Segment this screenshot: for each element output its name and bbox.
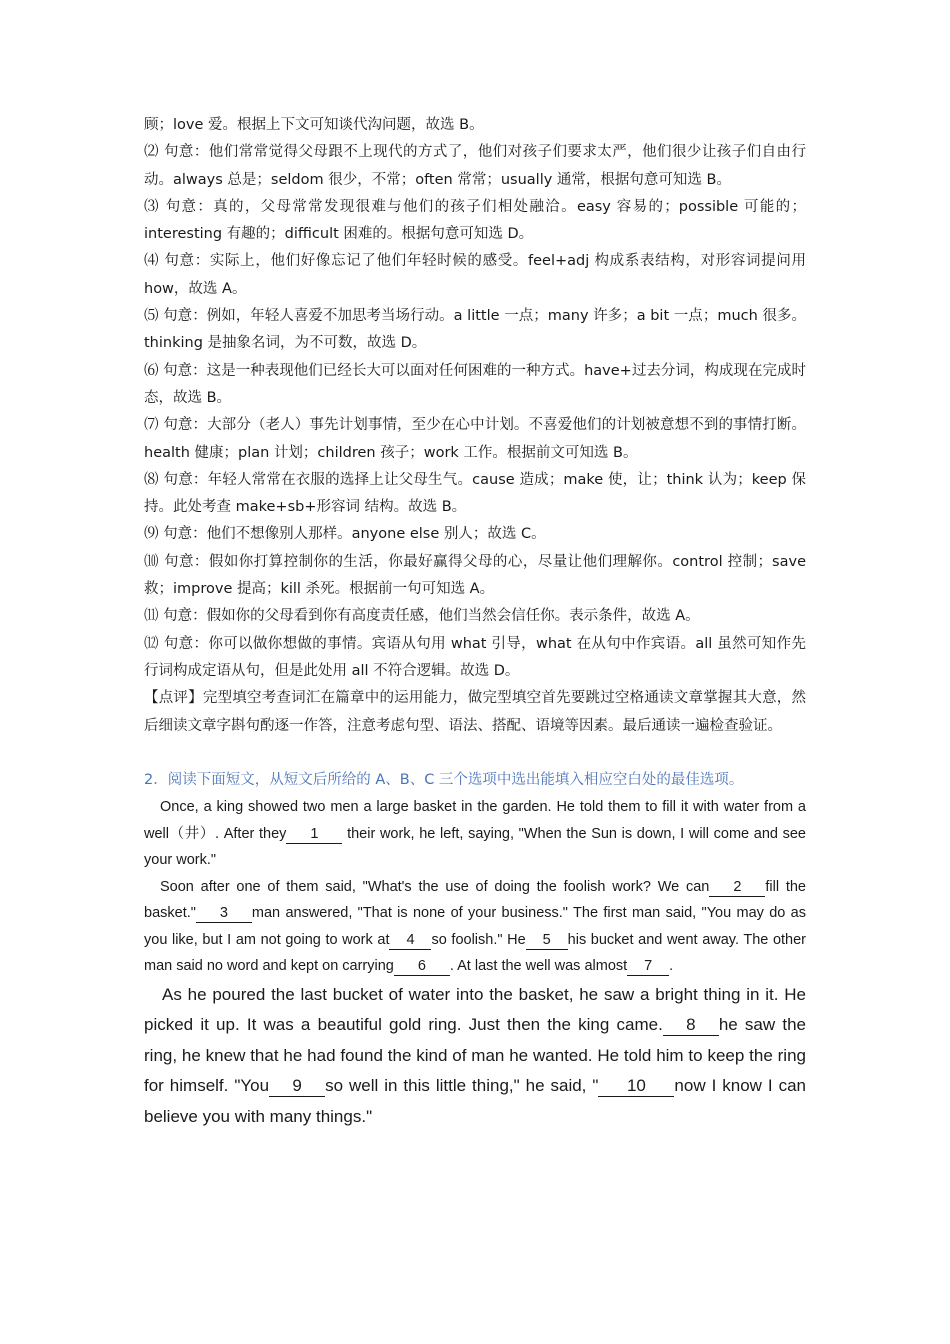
comment-paragraph: 【点评】完型填空考查词汇在篇章中的运用能力，做完型填空首先要跳过空格通读文章掌握其大意，然后细读文章字斟句酌逐一作答，注意考虑句型、语法、搭配、语境等因素。最后通读一遍检查验证。 xyxy=(144,690,806,734)
analysis-item-7: ⑺ 句意：大部分（老人）事先计划事情，至少在心中计划。不喜爱他们的计划被意想不到的事情打断。health 健康；plan 计划；children 孩子；work 工作。根据前文可知选 B。 xyxy=(144,417,806,461)
blank-5: 5 xyxy=(526,933,568,950)
paragraph-gap xyxy=(144,740,806,767)
passage-text: . At last the well was almost xyxy=(449,958,628,975)
passage-paragraph-1 xyxy=(144,794,806,874)
analysis-item-4: ⑷ 句意：实际上，他们好像忘记了他们年轻时候的感受。feel+adj 构成系表结构，对形容词提问用 how，故选 A。 xyxy=(144,253,806,297)
passage-paragraph-2 xyxy=(144,874,806,980)
question-2-prompt: 2．阅读下面短文，从短文后所给的 A、B、C 三个选项中选出能填入相应空白处的最佳选项。 xyxy=(144,771,744,788)
passage-text: so foolish." He xyxy=(431,931,526,948)
passage-text: his bucket and went away. The other man said no word and kept on carrying xyxy=(144,931,807,975)
passage-text: so well in this little thing," he said, " xyxy=(325,1076,599,1096)
blank-7: 7 xyxy=(627,959,669,976)
analysis-item-10: ⑽ 句意：假如你打算控制你的生活，你最好赢得父母的心，尽量让他们理解你。control 控制；save 救；improve 提高；kill 杀死。根据前一句可知选 A。 xyxy=(144,553,806,598)
blank-1: 1 xyxy=(286,827,342,844)
passage-text: their work, he left, saying, "When the Sun is down, I will come and see your work." xyxy=(144,825,806,869)
passage-text: . xyxy=(669,958,674,975)
passage-text: now I know I can believe you with many things." xyxy=(144,1076,807,1126)
passage-text: he saw the ring, he knew that he had found the kind of man he wanted. He told him to keep the ring for himself. "You xyxy=(144,1015,806,1096)
blank-6: 6 xyxy=(394,959,450,976)
analysis-item-9: ⑼ 句意：他们不想像别人那样。anyone else 别人；故选 C。 xyxy=(144,526,546,543)
blank-8: 8 xyxy=(663,1016,719,1036)
blank-2: 2 xyxy=(709,880,765,897)
analysis-line-1: 顾；love 爱。根据上下文可知谈代沟问题，故选 B。 xyxy=(144,117,484,133)
analysis-item-11: ⑾ 句意：假如你的父母看到你有高度责任感，他们当然会信任你。表示条件，故选 A。 xyxy=(144,608,700,625)
analysis-item-6: ⑹ 句意：这是一种表现他们已经长大可以面对任何困难的一种方式。have+过去分词，构成现在完成时态，故选 B。 xyxy=(144,362,806,406)
blank-9: 9 xyxy=(269,1077,325,1097)
passage-text: man answered, "That is none of your business." The first man said, "You may do as you like, but I am not going to work at xyxy=(144,905,806,948)
analysis-item-12: ⑿ 句意：你可以做你想做的事情。宾语从句用 what 引导，what 在从句中作宾语。all 虽然可知作先行词构成定语从句，但是此处用 all 不符合逻辑。故选 D。 xyxy=(144,635,806,679)
analysis-item-2: ⑵ 句意：他们常常觉得父母跟不上现代的方式了，他们对孩子们要求太严，他们很少让孩子们自由行动。always 总是；seldom 很少，不常；often 常常；usually 通常，根据句意可知选 B。 xyxy=(144,144,806,188)
analysis-item-3: ⑶ 句意：真的，父母常常发现很难与他们的孩子们相处融洽。easy 容易的；possible 可能的；interesting 有趣的；difficult 困难的。根据句意可知选 D。 xyxy=(144,198,806,243)
passage-paragraph-3 xyxy=(144,980,806,1133)
blank-3: 3 xyxy=(196,906,252,923)
document-page xyxy=(144,112,806,1132)
blank-10: 10 xyxy=(598,1077,674,1097)
passage-text: Once, a king showed two men a large basket in the garden. He told them to fill it with water from a well（井）. After they xyxy=(144,799,806,842)
passage-text: fill the basket." xyxy=(144,878,806,922)
passage-text: Soon after one of them said, "What's the use of doing the foolish work? We can xyxy=(160,878,710,895)
analysis-item-8: ⑻ 句意：年轻人常常在衣服的选择上让父母生气。cause 造成；make 使，让；think 认为；keep 保持。此处考查 make+sb+形容词 结构。故选 B。 xyxy=(144,471,806,516)
blank-4: 4 xyxy=(389,933,431,950)
passage-text: As he poured the last bucket of water into the basket, he saw a bright thing in it. He picked it up. It was a beautiful gold ring. Just then the king came. xyxy=(144,984,806,1035)
analysis-item-5: ⑸ 句意：例如，年轻人喜爱不加思考当场行动。a little 一点；many 许多；a bit 一点；much 很多。thinking 是抽象名词，为不可数，故选 D。 xyxy=(144,308,806,352)
